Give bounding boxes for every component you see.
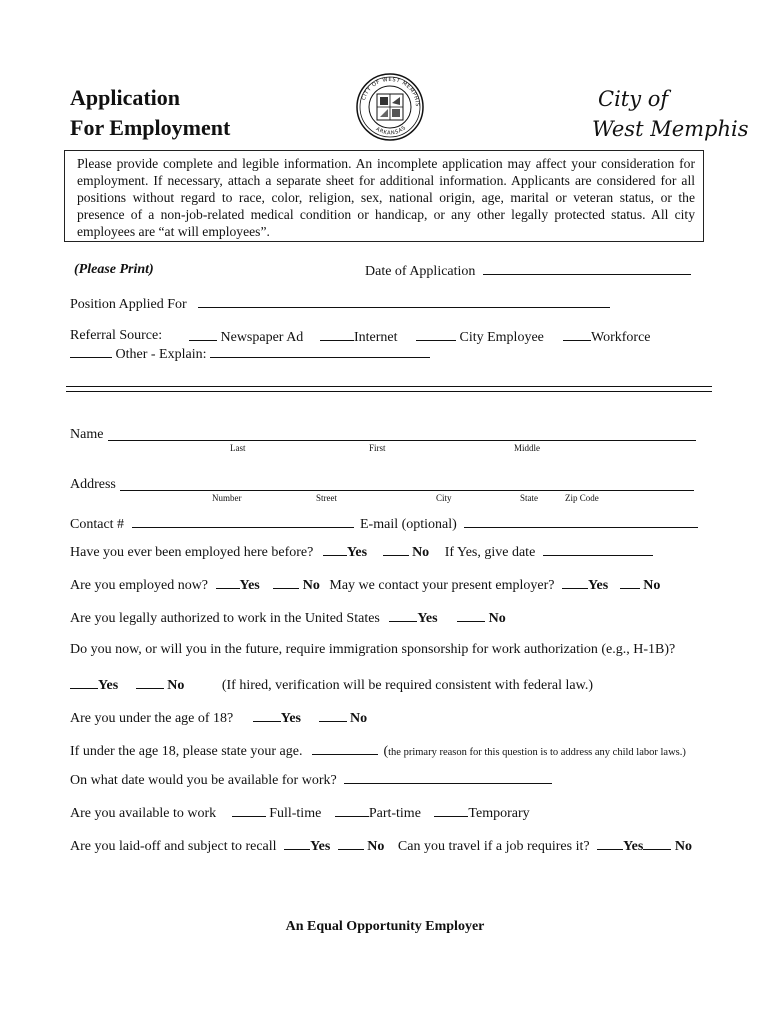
q-sponsorship-yes-field[interactable] (70, 675, 98, 689)
q-authorized-no-field[interactable] (457, 608, 485, 622)
q-laid-off-label: Are you laid-off and subject to recall (70, 839, 277, 854)
equal-opportunity-footer: An Equal Opportunity Employer (285, 919, 485, 934)
date-of-application-field[interactable] (483, 261, 691, 275)
q-available-date-field[interactable] (344, 770, 552, 784)
contact-label: Contact # (70, 517, 125, 532)
city-name-line1: City of (598, 87, 669, 111)
address-city-sublabel: City (436, 493, 452, 503)
q-travel-no-field[interactable] (643, 836, 671, 850)
referral-source-label: Referral Source: (70, 328, 163, 343)
referral-newspaper-field[interactable] (189, 327, 217, 341)
q-under-18-yes-label: Yes (280, 711, 302, 726)
work-temporary-field[interactable] (434, 803, 468, 817)
q-available-type-label: Are you available to work (70, 806, 217, 821)
referral-newspaper-label: Newspaper Ad (220, 330, 304, 345)
q-if-yes-date-field[interactable] (543, 542, 653, 556)
referral-workforce-label: Workforce (591, 330, 651, 345)
q-sponsorship-note: (If hired, verification will be required consistent with federal law.) (221, 678, 593, 693)
work-fulltime-label: Full-time (269, 806, 322, 821)
q-employed-before-yes-label: Yes (346, 545, 368, 560)
referral-other-explain-field[interactable] (210, 344, 430, 358)
q-contact-employer-yes-label: Yes (587, 578, 609, 593)
position-applied-for-label: Position Applied For (70, 297, 187, 312)
name-field[interactable] (108, 440, 696, 441)
q-sponsorship-no-label: No (167, 678, 185, 693)
work-fulltime-field[interactable] (232, 803, 266, 817)
q-sponsorship-no-field[interactable] (136, 675, 164, 689)
q-employed-before-yes-field[interactable] (323, 542, 347, 556)
address-street-sublabel: Street (316, 493, 337, 503)
address-label: Address (70, 477, 116, 492)
address-number-sublabel: Number (212, 493, 242, 503)
q-travel-yes-label: Yes (623, 839, 644, 854)
email-field[interactable] (464, 514, 698, 528)
q-under-18-no-label: No (350, 711, 368, 726)
name-label: Name (70, 427, 104, 442)
work-parttime-label: Part-time (368, 806, 421, 821)
q-travel-no-label: No (674, 839, 692, 854)
q-age-note-paren: ( (383, 744, 389, 759)
q-under-18-no-field[interactable] (319, 708, 347, 722)
notice-box (64, 150, 704, 242)
q-laid-off-yes-label: Yes (310, 839, 331, 854)
referral-other-label: Other - Explain: (115, 347, 207, 362)
seal-top-text: CITY OF WEST MEMPHIS (360, 76, 421, 108)
please-print-label: (Please Print) (74, 262, 154, 277)
referral-internet-field[interactable] (320, 327, 354, 341)
referral-city-employee-field[interactable] (416, 327, 456, 341)
referral-other-field[interactable] (70, 344, 112, 358)
city-name-line2: West Memphis (592, 117, 749, 141)
referral-workforce-field[interactable] (563, 327, 591, 341)
q-age-label: If under the age 18, please state your age. (70, 744, 303, 759)
q-employed-now-no-field[interactable] (273, 575, 299, 589)
date-of-application-label: Date of Application (365, 264, 476, 279)
q-employed-now-yes-label: Yes (239, 578, 260, 593)
section-divider-top (66, 386, 712, 387)
name-last-sublabel: Last (230, 443, 246, 453)
q-laid-off-no-field[interactable] (338, 836, 364, 850)
q-authorized-yes-field[interactable] (389, 608, 417, 622)
q-authorized-yes-label: Yes (417, 611, 438, 626)
work-parttime-field[interactable] (335, 803, 369, 817)
q-contact-employer-no-field[interactable] (620, 575, 640, 589)
contact-field[interactable] (132, 514, 354, 528)
name-first-sublabel: First (369, 443, 386, 453)
q-under-18-label: Are you under the age of 18? (70, 711, 234, 726)
q-sponsorship-yes-label: Yes (98, 678, 119, 693)
q-contact-employer-label: May we contact your present employer? (329, 578, 555, 593)
q-age-field[interactable] (312, 741, 378, 755)
q-under-18-yes-field[interactable] (253, 708, 281, 722)
q-employed-now-label: Are you employed now? (70, 578, 209, 593)
position-applied-for-field[interactable] (198, 294, 610, 308)
q-laid-off-yes-field[interactable] (284, 836, 310, 850)
q-age-note: the primary reason for this question is to address any child labor laws.) (388, 747, 686, 758)
seal-bottom-text: ARKANSAS (374, 124, 408, 137)
q-travel-label: Can you travel if a job requires it? (397, 839, 590, 854)
q-employed-before-no-field[interactable] (383, 542, 409, 556)
q-contact-employer-yes-field[interactable] (562, 575, 588, 589)
q-authorized-label: Are you legally authorized to work in the United States (70, 611, 380, 626)
form-title-line1: Application (70, 85, 181, 110)
form-title-line2: For Employment (70, 115, 231, 140)
referral-internet-label: Internet (354, 330, 398, 345)
q-travel-yes-field[interactable] (597, 836, 623, 850)
email-label: E-mail (optional) (360, 517, 457, 532)
work-temporary-label: Temporary (468, 806, 530, 821)
q-employed-now-yes-field[interactable] (216, 575, 240, 589)
address-field[interactable] (120, 490, 694, 491)
address-zip-sublabel: Zip Code (565, 493, 599, 503)
q-authorized-no-label: No (488, 611, 506, 626)
address-state-sublabel: State (520, 493, 538, 503)
name-middle-sublabel: Middle (514, 443, 540, 453)
q-available-date-label: On what date would you be available for work? (70, 773, 337, 788)
city-seal-logo (355, 72, 425, 142)
q-employed-before-no-label: No (412, 545, 430, 560)
referral-city-employee-label: City Employee (459, 330, 544, 345)
q-laid-off-no-label: No (367, 839, 385, 854)
q-if-yes-date-label: If Yes, give date (444, 545, 536, 560)
q-sponsorship-label: Do you now, or will you in the future, require immigration sponsorship for work authorization (e.g., H-1B)? (70, 642, 676, 657)
q-employed-now-no-label: No (302, 578, 320, 593)
q-contact-employer-no-label: No (643, 578, 661, 593)
section-divider-bottom (66, 391, 712, 392)
notice-text: Please provide complete and legible information. An incomplete application may affect your consideration for employment. If necessary, attach a separate sheet for additional information. Applicants are considered for all positions without regard to race, color, religion, sex, national origin, age, marital or veteran status, or the presence of a non-job-related medical condition or handicap, or any other legally protected status. All city employees are “at will employees”. (77, 156, 695, 239)
q-employed-before-label: Have you ever been employed here before? (70, 545, 314, 560)
